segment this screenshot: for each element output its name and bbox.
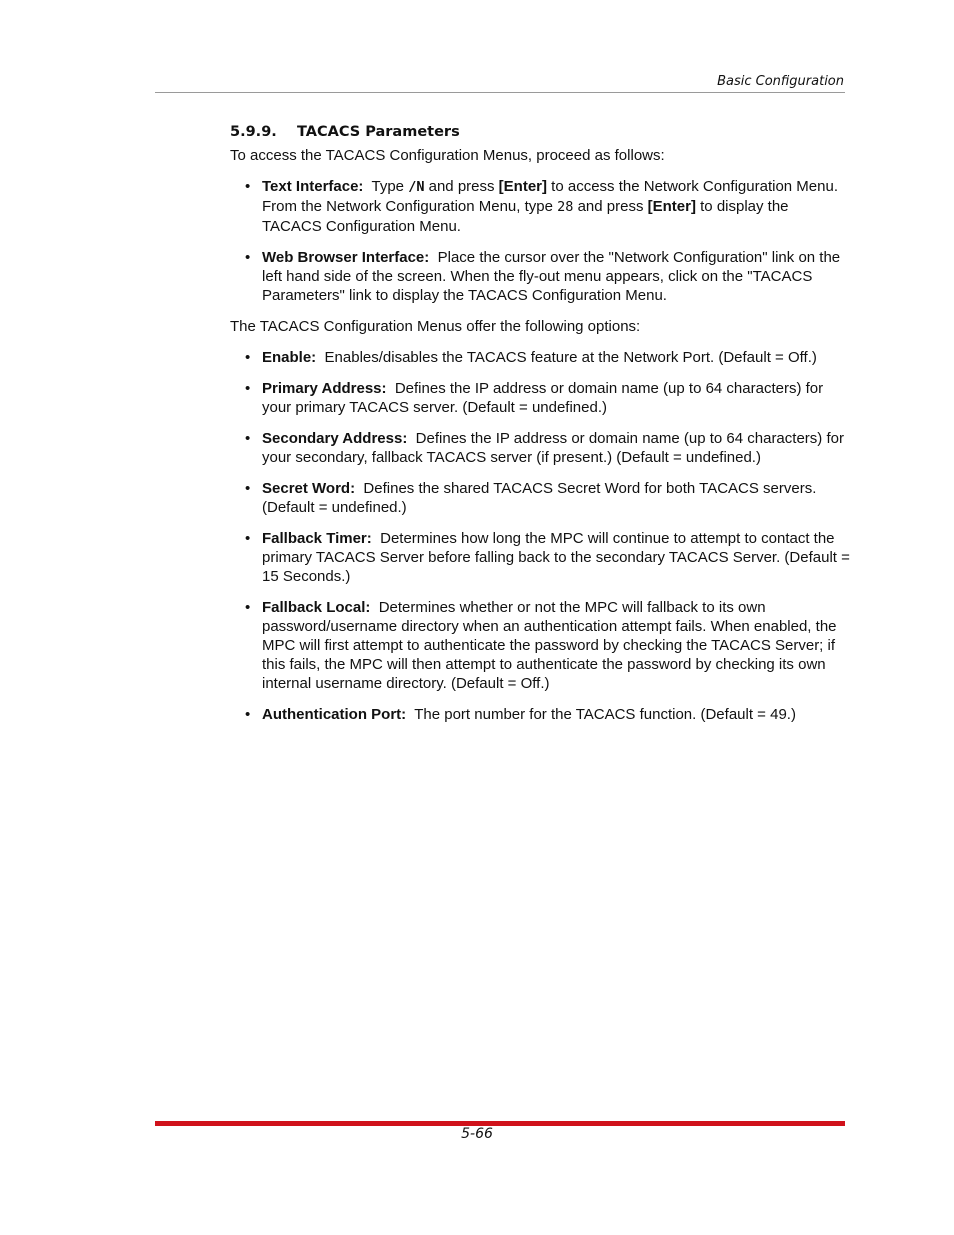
- item-text: and press: [573, 198, 648, 215]
- list-item-text-interface: [230, 177, 850, 236]
- item-text: Defines the IP address or domain name (up to 64 characters) for your secondary, fallback TACACS server (if present.) (Default = undefined.): [262, 430, 844, 466]
- term-label: Primary Address:: [262, 380, 387, 397]
- item-text: Type: [371, 178, 409, 195]
- term-label: Web Browser Interface:: [262, 249, 430, 266]
- command-code: 28: [557, 199, 574, 215]
- term-label: Secondary Address:: [262, 430, 408, 447]
- running-header: Basic Configuration: [717, 74, 844, 89]
- list-item-secondary-address: [230, 429, 850, 467]
- access-method-list: [230, 177, 850, 305]
- list-item-web-interface: [230, 248, 850, 305]
- list-item-primary-address: [230, 379, 850, 417]
- term-label: Fallback Timer:: [262, 530, 372, 547]
- item-text: Defines the shared TACACS Secret Word for both TACACS servers. (Default = undefined.): [262, 480, 817, 516]
- term-label: Fallback Local:: [262, 599, 371, 616]
- item-text: Place the cursor over the "Network Configuration" link on the left hand side of the screen. When the fly-out menu appears, click on the "TACACS Parameters" link to display the TACACS Configuration Menu.: [262, 249, 841, 304]
- term-label: Enable:: [262, 349, 317, 366]
- term-label: Text Interface:: [262, 178, 364, 195]
- item-text: and press: [424, 178, 499, 195]
- list-item-enable: [230, 348, 850, 367]
- header-divider: [155, 92, 845, 93]
- term-label: Secret Word:: [262, 480, 356, 497]
- list-item-secret-word: [230, 479, 850, 517]
- item-text: The port number for the TACACS function. (Default = 49.): [414, 706, 796, 723]
- item-text: Determines whether or not the MPC will fallback to its own password/username directory when an authentication attempt fails. When enabled, the MPC will first attempt to authenticate the password by checking the TACACS Server; if this fails, the MPC will then attempt to authenticate the password by checking its own internal username directory. (Default = Off.): [262, 599, 837, 692]
- list-item-authentication-port: [230, 705, 850, 724]
- section-number: 5.9.9.: [230, 124, 277, 140]
- key-label: [Enter]: [647, 198, 696, 215]
- item-text: to access the Network Configuration Menu. From the Network Configuration Menu, type: [262, 178, 838, 215]
- options-list: [230, 348, 850, 724]
- page-content: [230, 122, 850, 736]
- section-title: TACACS Parameters: [297, 124, 460, 140]
- intro-paragraph: To access the TACACS Configuration Menus, proceed as follows:: [230, 147, 665, 164]
- item-text: Determines how long the MPC will continue to attempt to contact the primary TACACS Server before falling back to the secondary TACACS Server. (Default = 15 Seconds.): [262, 530, 850, 585]
- key-label: [Enter]: [498, 178, 548, 195]
- list-item-fallback-timer: [230, 529, 850, 586]
- list-item-fallback-local: [230, 598, 850, 693]
- options-intro-paragraph: The TACACS Configuration Menus offer the following options:: [230, 318, 641, 335]
- term-label: Authentication Port:: [262, 706, 407, 723]
- section-heading: [230, 122, 850, 142]
- page-number: 5-66: [461, 1126, 493, 1142]
- item-text: Enables/disables the TACACS feature at the Network Port. (Default = Off.): [324, 349, 817, 366]
- command-code: /N: [408, 179, 425, 195]
- item-text: Defines the IP address or domain name (up to 64 characters) for your primary TACACS server. (Default = undefined.): [262, 380, 824, 416]
- item-text: to display the TACACS Configuration Menu.: [262, 198, 789, 235]
